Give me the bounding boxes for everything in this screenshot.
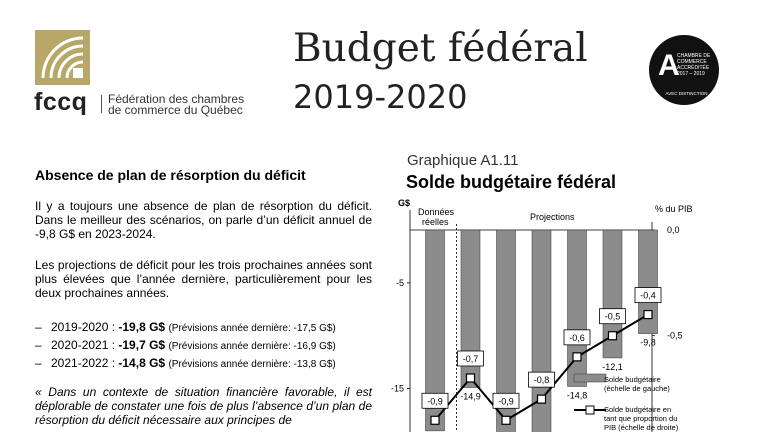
list-dash: – <box>35 320 42 334</box>
right-tick-label: 0,0 <box>667 225 680 235</box>
chart-title: Solde budgétaire fédéral <box>406 172 617 192</box>
badge-line-1: CHAMBRE DE <box>677 53 711 59</box>
bar-value-label: -9,8 <box>640 337 656 348</box>
list-value: -19,8 G$ <box>118 320 166 334</box>
list-dash: – <box>35 356 42 370</box>
left-tick-label: -15 <box>390 383 404 394</box>
actual-data-label: Données <box>418 207 455 217</box>
page-title: Budget fédéral <box>293 26 588 71</box>
badge-line-3: ACCRÉDITÉE <box>677 65 710 71</box>
list-note: (Prévisions année dernière: -17,5 G$) <box>168 323 336 334</box>
chart-label: Graphique A1.11 <box>407 152 519 169</box>
deficit-list <box>35 319 336 373</box>
legend-bar-label: Solde budgétaire <box>604 375 661 384</box>
badge-line-2: COMMERCE <box>677 59 707 65</box>
right-axis-unit: % du PIB <box>655 204 693 214</box>
list-note: (Prévisions année dernière: -16,9 G$) <box>168 341 336 352</box>
pib-ratio-point <box>467 374 475 382</box>
badge-bottom-text: AVEC DISTINCTION <box>665 91 708 96</box>
pib-ratio-point <box>644 311 652 319</box>
actual-data-label-2: réelles <box>422 217 449 227</box>
page-year: 2019-2020 <box>293 78 468 116</box>
bar-value-label: -14,8 <box>566 390 588 401</box>
list-year: 2020-2021 : <box>51 338 119 352</box>
pib-ratio-label: -0,9 <box>427 396 443 407</box>
quote-paragraph: « Dans un contexte de situation financière favorable, il est déplorable de constater une fois de plus l’absence d’un plan de résorption du déficit nécessaire aux principes de <box>35 385 372 427</box>
pib-ratio-point <box>538 395 546 403</box>
legend-line-label: Solde budgétaire en <box>604 405 672 414</box>
logo-divider <box>101 95 102 113</box>
left-axis-unit: G$ <box>398 198 411 208</box>
projections-label: Projections <box>530 212 575 222</box>
pib-ratio-point <box>573 353 581 361</box>
logo-line-2: de commerce du Québec <box>108 103 243 117</box>
pib-ratio-label: -0,7 <box>462 354 479 364</box>
deficit-chart <box>388 148 768 432</box>
list-value: -14,8 G$ <box>118 356 166 370</box>
list-value: -19,7 G$ <box>118 338 166 352</box>
list-year: 2019-2020 : <box>51 320 119 334</box>
legend-line-marker <box>586 406 594 414</box>
list-item <box>35 337 336 355</box>
pib-ratio-label: -0,9 <box>498 396 514 407</box>
section-heading: Absence de plan de résorption du déficit <box>35 167 306 183</box>
list-item <box>35 355 336 373</box>
legend-line-label-3: PIB (échelle de droite) <box>604 423 679 432</box>
bar <box>568 230 587 386</box>
left-tick-label: -5 <box>395 277 404 288</box>
chart-plot <box>388 148 768 432</box>
pib-ratio-label: -0,8 <box>533 375 550 386</box>
bar-value-label: -12,1 <box>602 361 623 372</box>
badge-letter: A <box>658 49 680 82</box>
pib-ratio-label: -0,4 <box>640 290 656 301</box>
pib-ratio-point <box>431 416 439 424</box>
accreditation-badge <box>649 35 719 105</box>
pib-ratio-point <box>502 416 510 424</box>
paragraph-2: Les projections de déficit pour les trois prochaines années sont plus élevées que l’année dernière, particulièrement pour les deux prochaines années. <box>35 258 372 300</box>
bar-value-label: -14,9 <box>460 391 481 402</box>
badge-text <box>677 53 717 77</box>
logo-line-1: Fédération des chambres <box>108 92 245 106</box>
right-tick-label: -0,5 <box>667 330 683 341</box>
legend-bar-label-2: (échelle de gauche) <box>604 384 670 393</box>
fccq-logo-icon <box>35 30 90 85</box>
pib-ratio-label: -0,5 <box>604 311 621 322</box>
logo-fullname <box>108 94 244 116</box>
list-year: 2021-2022 : <box>51 356 119 370</box>
list-item <box>35 319 336 337</box>
legend-line-label-2: tant que proportion du <box>604 414 678 423</box>
logo-wordmark: fccq <box>34 88 88 116</box>
pib-ratio-label: -0,6 <box>569 332 585 343</box>
badge-line-4: 2017 – 2019 <box>677 71 705 77</box>
legend-bar-swatch <box>574 374 606 382</box>
list-note: (Prévisions année dernière: -13,8 G$) <box>168 359 336 370</box>
pib-ratio-point <box>609 332 617 340</box>
paragraph-1: Il y a toujours une absence de plan de résorption du déficit. Dans le meilleur des scénarios, on parle d’un déficit annuel de -9,8 G$ en 2023-2024. <box>35 199 372 241</box>
list-dash: – <box>35 338 42 352</box>
